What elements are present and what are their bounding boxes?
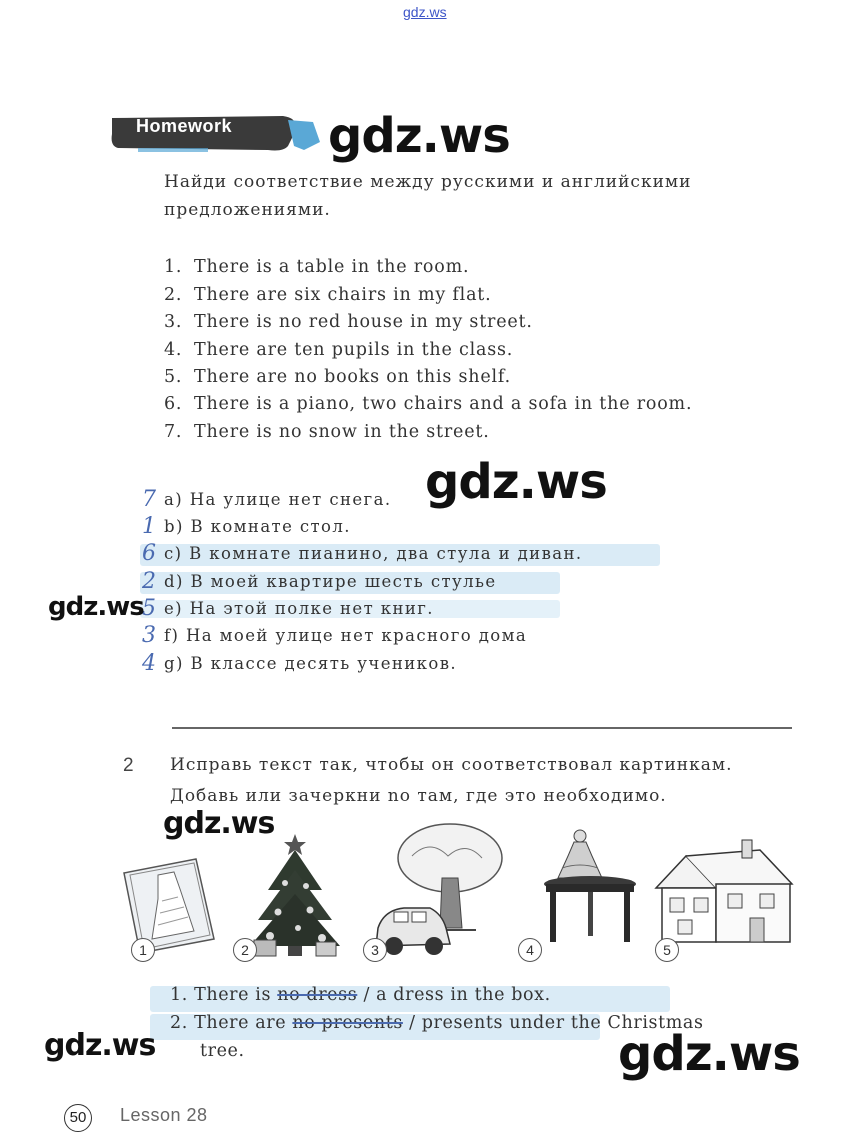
exercise2-line-2: 2. There are no presents / presents under the Christmas [170, 1013, 704, 1033]
lesson-label: Lesson 28 [120, 1105, 208, 1125]
answer-e: 5 e) На этой полке нет книг. [142, 596, 434, 621]
page-number: 50 [64, 1104, 92, 1132]
answer-b: 1 b) В комнате стол. [142, 514, 351, 539]
exercise2-instruction-line1: Исправь текст так, чтобы он соответствовал картинкам. [170, 755, 733, 775]
answer-f: 3 f) На моей улице нет красного дома [142, 623, 528, 648]
sentence-7: 7. There is no snow in the street. [164, 422, 490, 442]
sentence-1: 1. There is a table in the room. [164, 257, 470, 277]
doll-table-icon [540, 826, 640, 946]
watermark-1: gdz.ws [328, 108, 510, 164]
picture-number-3: 3 [363, 938, 387, 962]
picture-number-5: 5 [655, 938, 679, 962]
picture-number-1: 1 [131, 938, 155, 962]
answer-a: 7 a) На улице нет снега. [142, 487, 392, 512]
top-watermark: gdz.ws [403, 4, 447, 20]
exercise2-instruction-line2: Добавь или зачеркни no там, где это необходимо. [170, 786, 667, 806]
sentence-6: 6. There is a piano, two chairs and a sofa in the room. [164, 394, 693, 414]
watermark-6: gdz.ws [618, 1026, 800, 1082]
sentence-2: 2. There are six chairs in my flat. [164, 285, 492, 305]
picture-number-2: 2 [233, 938, 257, 962]
answer-c: 6 c) В комнате пианино, два стула и диван. [142, 541, 583, 566]
answer-d: 2 d) В моей квартире шесть стулье [142, 569, 497, 594]
sentence-3: 3. There is no red house in my street. [164, 312, 533, 332]
exercise2-line-3: tree. [200, 1041, 245, 1061]
sentence-4: 4. There are ten pupils in the class. [164, 340, 514, 360]
answer-g: 4 g) В классе десять учеников. [142, 651, 458, 676]
dress-box-icon [118, 855, 218, 955]
watermark-3: gdz.ws [48, 592, 144, 622]
section-divider [172, 727, 792, 729]
house-icon [650, 836, 800, 948]
car-tree-icon [370, 818, 510, 968]
watermark-5: gdz.ws [44, 1028, 156, 1063]
watermark-2: gdz.ws [425, 454, 607, 510]
homework-label: Homework [136, 116, 233, 136]
homework-instruction-line1: Найди соответствие между русскими и английскими [164, 172, 692, 192]
homework-instruction-line2: предложениями. [164, 200, 331, 220]
exercise2-line-1: 1. There is no dress / a dress in the box. [170, 985, 551, 1005]
watermark-4: gdz.ws [163, 806, 275, 841]
picture-number-4: 4 [518, 938, 542, 962]
sentence-5: 5. There are no books on this shelf. [164, 367, 511, 387]
exercise-number: 2 [123, 755, 134, 776]
christmas-tree-icon [240, 828, 350, 958]
